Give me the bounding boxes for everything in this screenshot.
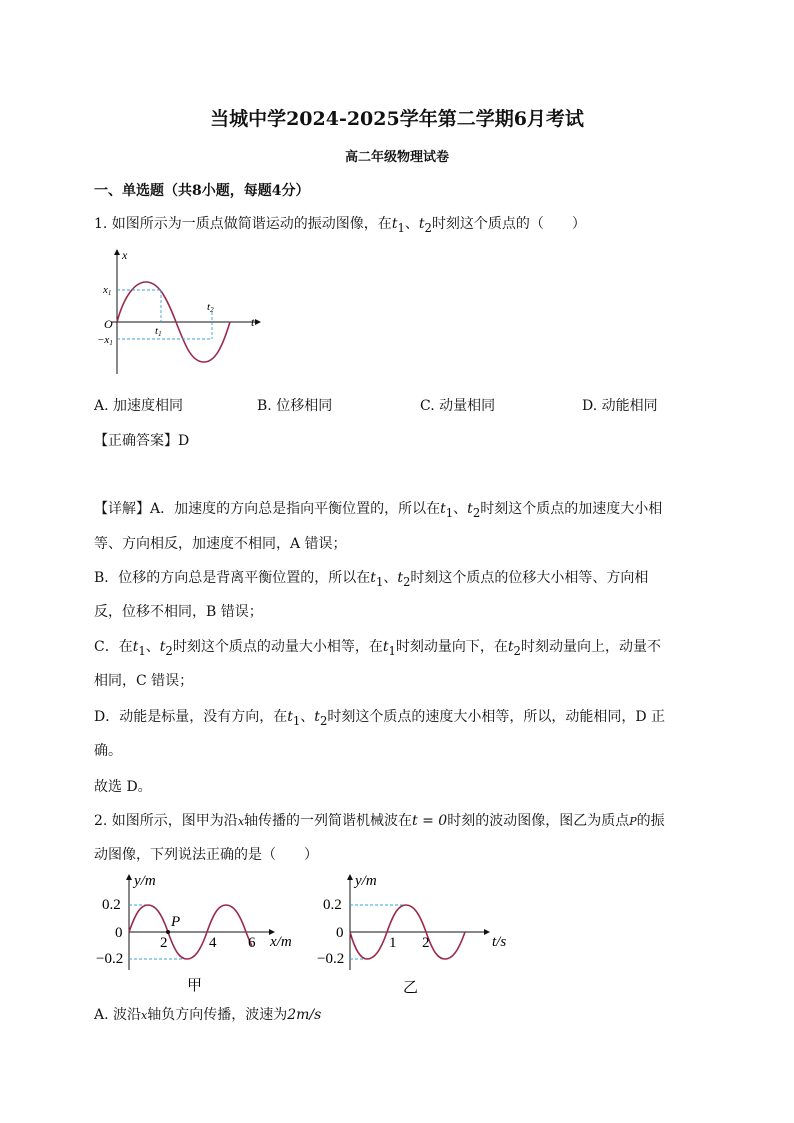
q1-option-b[interactable]: B. 位移相同 [257, 398, 333, 414]
q2a-ymin-label: −0.2 [96, 951, 124, 967]
q2b-y-axis-label: y/m [355, 873, 377, 889]
q1-vibration-graph [97, 244, 270, 379]
page-subtitle: 高二年级物理试卷 [344, 150, 449, 165]
q1-t1-label: t1 [155, 325, 162, 338]
q1-option-a[interactable]: A. 加速度相同 [94, 398, 184, 414]
q2a-tick-4: 4 [209, 935, 217, 951]
q2a-ymax-label: 0.2 [102, 897, 121, 913]
q1-option-d[interactable]: D. 动能相同 [582, 398, 658, 414]
q1-explain-line: B．位移的方向总是背离平衡位置的，所以在$t_1$、$t_2$时刻这个质点的位移大小相等、方向相 [94, 570, 649, 589]
q1-t-axis-label: t [251, 315, 255, 329]
q1-x-axis-label: x [122, 248, 128, 262]
q1-explain-line: D．动能是标量，没有方向，在$t_1$、$t_2$时刻这个质点的速度大小相等，所以，动能相同，D 正 [94, 709, 666, 728]
q2a-point-p [166, 930, 170, 934]
q2-option-a[interactable]: A. 波沿x轴负方向传播，波速为2m/s [94, 1007, 322, 1023]
q2a-tick-6: 6 [248, 935, 256, 951]
q1-option-c[interactable]: C. 动量相同 [420, 398, 496, 414]
q2a-origin-label: 0 [115, 925, 123, 941]
q2-stem-line1: 2. 如图所示，图甲为沿x轴传播的一列简谐机械波在t = 0时刻的波动图像，图乙为质点P的振 [94, 813, 665, 829]
section-heading: 一、单选题（共8小题，每题4分） [94, 183, 310, 199]
q1-negx1-label: −x1 [97, 334, 113, 347]
q1-t2-label: t2 [207, 301, 214, 314]
q2a-y-axis-label: y/m [134, 873, 156, 889]
q1-origin-label: O [104, 317, 113, 331]
q1-explain-line: 【详解】A．加速度的方向总是指向平衡位置的，所以在$t_1$、$t_2$时刻这个质点的加速度大小相 [94, 501, 663, 520]
q1-explain-line: 反，位移不相同，B 错误； [94, 604, 263, 620]
q1-stem: 1. 如图所示为一质点做简谐运动的振动图像，在$t_1$、$t_2$时刻这个质点的（ ） [94, 216, 586, 235]
q2a-caption: 甲 [187, 978, 203, 994]
q1-explain-line: 相同，C 错误； [94, 673, 194, 689]
q1-explain-line: 等、方向相反，加速度不相同，A 错误； [94, 536, 347, 552]
q2b-tick-2: 2 [422, 935, 430, 951]
q2b-origin-label: 0 [336, 925, 344, 941]
q1-explain-line: 故选 D。 [94, 779, 152, 795]
q2b-caption: 乙 [403, 980, 419, 996]
q2b-tick-1: 1 [389, 935, 397, 951]
q1-answer: 【正确答案】D [94, 433, 190, 449]
q2-stem-line2: 动图像，下列说法正确的是（ ） [94, 847, 318, 863]
page-title: 当城中学2024-2025学年第二学期6月考试 [210, 108, 584, 130]
q2b-x-axis-label: t/s [492, 934, 507, 950]
q2b-ymin-label: −0.2 [317, 951, 345, 967]
q2b-ymax-label: 0.2 [323, 897, 342, 913]
q1-explain-line: C．在$t_1$、$t_2$时刻这个质点的动量大小相等，在$t_1$时刻动量向下，在$t_2$时刻动量向上，动量不 [94, 639, 661, 658]
q2a-tick-2: 2 [160, 935, 168, 951]
q2-wave-graph-a [96, 870, 304, 1000]
q2-vibration-graph-b [317, 870, 517, 1000]
q1-x1-label: x1 [103, 284, 112, 297]
q2a-point-label: P [171, 914, 181, 930]
q1-explain-line: 确。 [94, 743, 122, 759]
q2a-x-axis-label: x/m [270, 934, 292, 950]
